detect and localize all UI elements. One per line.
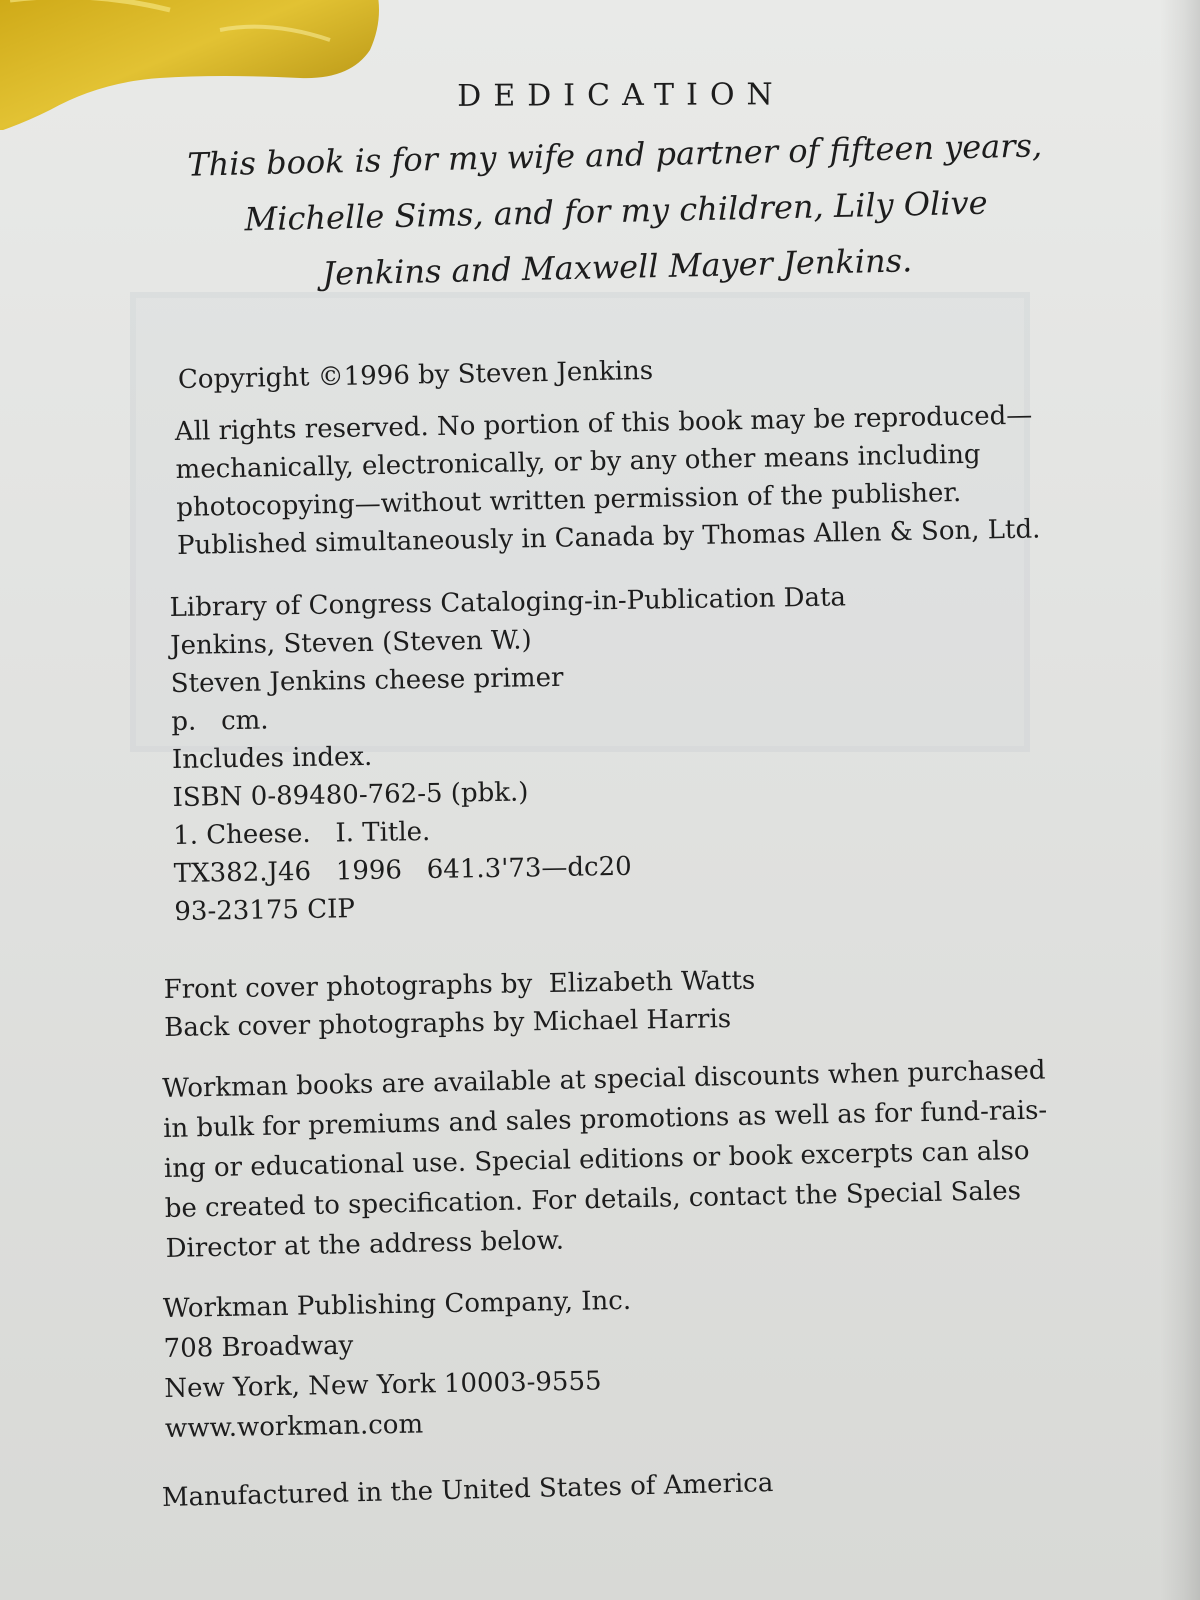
cip-line: ISBN 0-89480-762-5 (pbk.) xyxy=(172,777,529,813)
cip-line: p. cm. xyxy=(171,705,269,738)
rights-statement xyxy=(175,396,1046,565)
rights-line: All rights reserved. No portion of this book may be reproduced— xyxy=(174,400,1033,448)
publisher-name: Workman Publishing Company, Inc. xyxy=(162,1285,632,1325)
cip-line: Includes index. xyxy=(171,741,373,775)
publisher-address xyxy=(163,1274,1046,1449)
page-content xyxy=(161,77,1048,1517)
sales-line: Director at the address below. xyxy=(165,1225,565,1264)
page-edge-shadow xyxy=(1160,0,1200,1600)
dedication-line: Michelle Sims, and for my children, Lily Olive xyxy=(244,183,988,239)
photo-credit-line: Back cover photographs by Michael Harris xyxy=(164,1004,732,1043)
cip-line: 93-23175 CIP xyxy=(174,894,356,927)
street-address: 708 Broadway xyxy=(163,1330,354,1365)
photo-credit-line: Front cover photographs by Elizabeth Watts xyxy=(163,965,756,1006)
copyright-notice: Copyright ©1996 by Steven Jenkins xyxy=(177,355,654,395)
dedication-line: This book is for my wife and partner of fifteen years, xyxy=(186,126,1043,184)
cip-line: Library of Congress Cataloging-in-Publication Data xyxy=(169,582,847,624)
rights-line: Published simultaneously in Canada by Thomas Allen & Son, Ltd. xyxy=(176,514,1041,561)
city-state-zip: New York, New York 10003-9555 xyxy=(164,1366,602,1404)
manufactured-notice: Manufactured in the United States of America xyxy=(161,1468,774,1513)
cataloging-data xyxy=(169,575,1046,931)
dedication-text xyxy=(186,117,1046,304)
sales-line: be created to specification. For details, contact the Special Sales xyxy=(164,1176,1022,1224)
rights-line: mechanically, electronically, or by any other means including xyxy=(175,439,981,486)
cip-line: TX382.J46 1996 641.3'73—dc20 xyxy=(173,851,632,889)
dedication-line: Jenkins and Maxwell Mayer Jenkins. xyxy=(321,241,913,293)
dedication-heading: DEDICATION xyxy=(457,77,785,114)
cip-line: Steven Jenkins cheese primer xyxy=(170,662,564,700)
sales-line: Workman books are available at special discounts when purchased xyxy=(162,1055,1046,1105)
sales-line: ing or educational use. Special editions or book excerpts can also xyxy=(163,1135,1030,1184)
rights-line: photocopying—without written permission of the publisher. xyxy=(176,477,962,523)
special-sales-notice xyxy=(162,1051,1046,1269)
cip-line: 1. Cheese. I. Title. xyxy=(172,816,431,851)
photo-credits xyxy=(163,957,1044,1047)
sales-line: in bulk for premiums and sales promotions as well as for fund-rais- xyxy=(162,1095,1048,1145)
cip-line: Jenkins, Steven (Steven W.) xyxy=(169,625,532,662)
publisher-website: www.workman.com xyxy=(164,1409,424,1444)
